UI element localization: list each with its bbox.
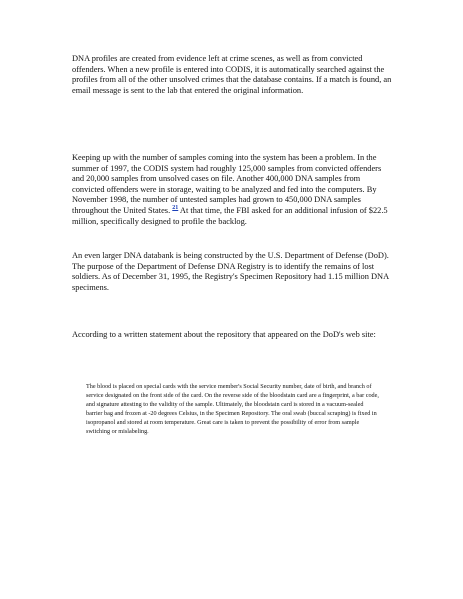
paragraph-sample-backlog <box>72 153 394 227</box>
paragraph-dod-registry: An even larger DNA databank is being constructed by the U.S. Department of Defense (DoD). The purpose of the Department of Defense DNA Registry is to identify the remains of lost soldiers. As of December 31, 1995, the Registry's Specimen Repository had 1.15 million DNA specimens. <box>72 251 389 292</box>
block-quote-dod-statement: The blood is placed on special cards with the service member's Social Security number, date of birth, and branch of service designated on the front side of the card. On the reverse side of the bloodstain card are a fingerprint, a bar code, and signature attesting to the validity of the sample. Ultimately, the bloodstain card is stored in a vacuum-sealed barrier bag and frozen at -20 degrees Celsius, in the Specimen Repository. The oral swab (buccal scraping) is fixed in isopropanol and stored at room temperature. Great care is taken to prevent the possibility of error from sample switching or mislabeling. <box>86 383 379 435</box>
paragraph-codis-profiles: DNA profiles are created from evidence left at crime scenes, as well as from convicted offenders. When a new profile is entered into CODIS, it is automatically searched against the profiles from all of the other unsolved crimes that the database contains. If a match is found, an email message is sent to the lab that entered the original information. <box>72 54 392 95</box>
paragraph-dod-statement-intro: According to a written statement about the repository that appeared on the DoD's web site: <box>72 330 376 339</box>
paragraph-backlog-text-before: Keeping up with the number of samples coming into the system has been a problem. In the summer of 1997, the CODIS system had roughly 125,000 samples from convicted offenders and 20,000 samples from unsolved cases on file. Another 400,000 DNA samples from convicted offenders were in storage, waiting to be analyzed and fed into the computers. By November 1998, the number of untested samples had grown to 450,000 DNA samples throughout the United States. <box>72 153 382 215</box>
footnote-link-21[interactable]: 21 <box>172 205 179 212</box>
paragraph-backlog-text-after: At that time, the FBI asked for an additional infusion of $22.5 million, specifically designed to profile the backlog. <box>72 205 388 226</box>
